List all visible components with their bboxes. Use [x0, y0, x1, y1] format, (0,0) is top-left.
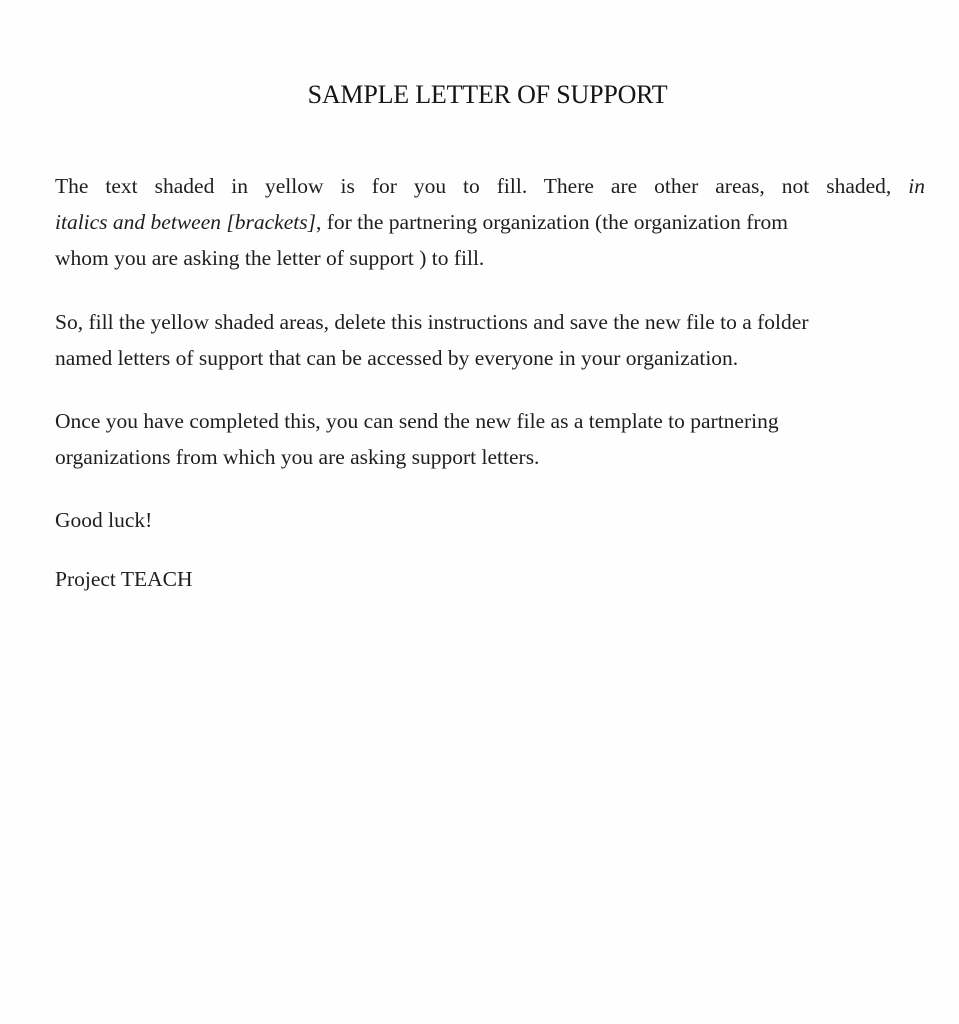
closing-good-luck: Good luck! — [55, 508, 153, 532]
signature-project-teach: Project TEACH — [55, 567, 193, 591]
paragraph-1-line-2-text: , for the partnering organization (the organization from — [315, 210, 788, 234]
paragraph-3-line-2: organizations from which you are asking support letters. — [55, 445, 540, 469]
paragraph-1-line-1-text: The text shaded in yellow is for you to fill. There are other areas, not shaded, — [55, 174, 892, 198]
document-title: SAMPLE LETTER OF SUPPORT — [307, 80, 668, 109]
paragraph-2-line-1: So, fill the yellow shaded areas, delete this instructions and save the new file to a folder — [55, 310, 809, 334]
paragraph-1-line-1-italic: in — [908, 174, 926, 198]
paragraph-1-line-2-italic: italics and between [brackets] — [55, 210, 316, 234]
paragraph-1-line-2 — [55, 204, 925, 240]
instructions-paragraph-3 — [55, 403, 925, 475]
paragraph-2-line-2: named letters of support that can be accessed by everyone in your organization. — [55, 346, 739, 370]
instructions-paragraph-1 — [55, 168, 925, 276]
instructions-paragraph-2 — [55, 304, 925, 376]
paragraph-1-line-3: whom you are asking the letter of support ) to fill. — [55, 246, 485, 270]
paragraph-3-line-1: Once you have completed this, you can send the new file as a template to partnering — [55, 409, 779, 433]
paragraph-1-line-1 — [55, 168, 925, 204]
